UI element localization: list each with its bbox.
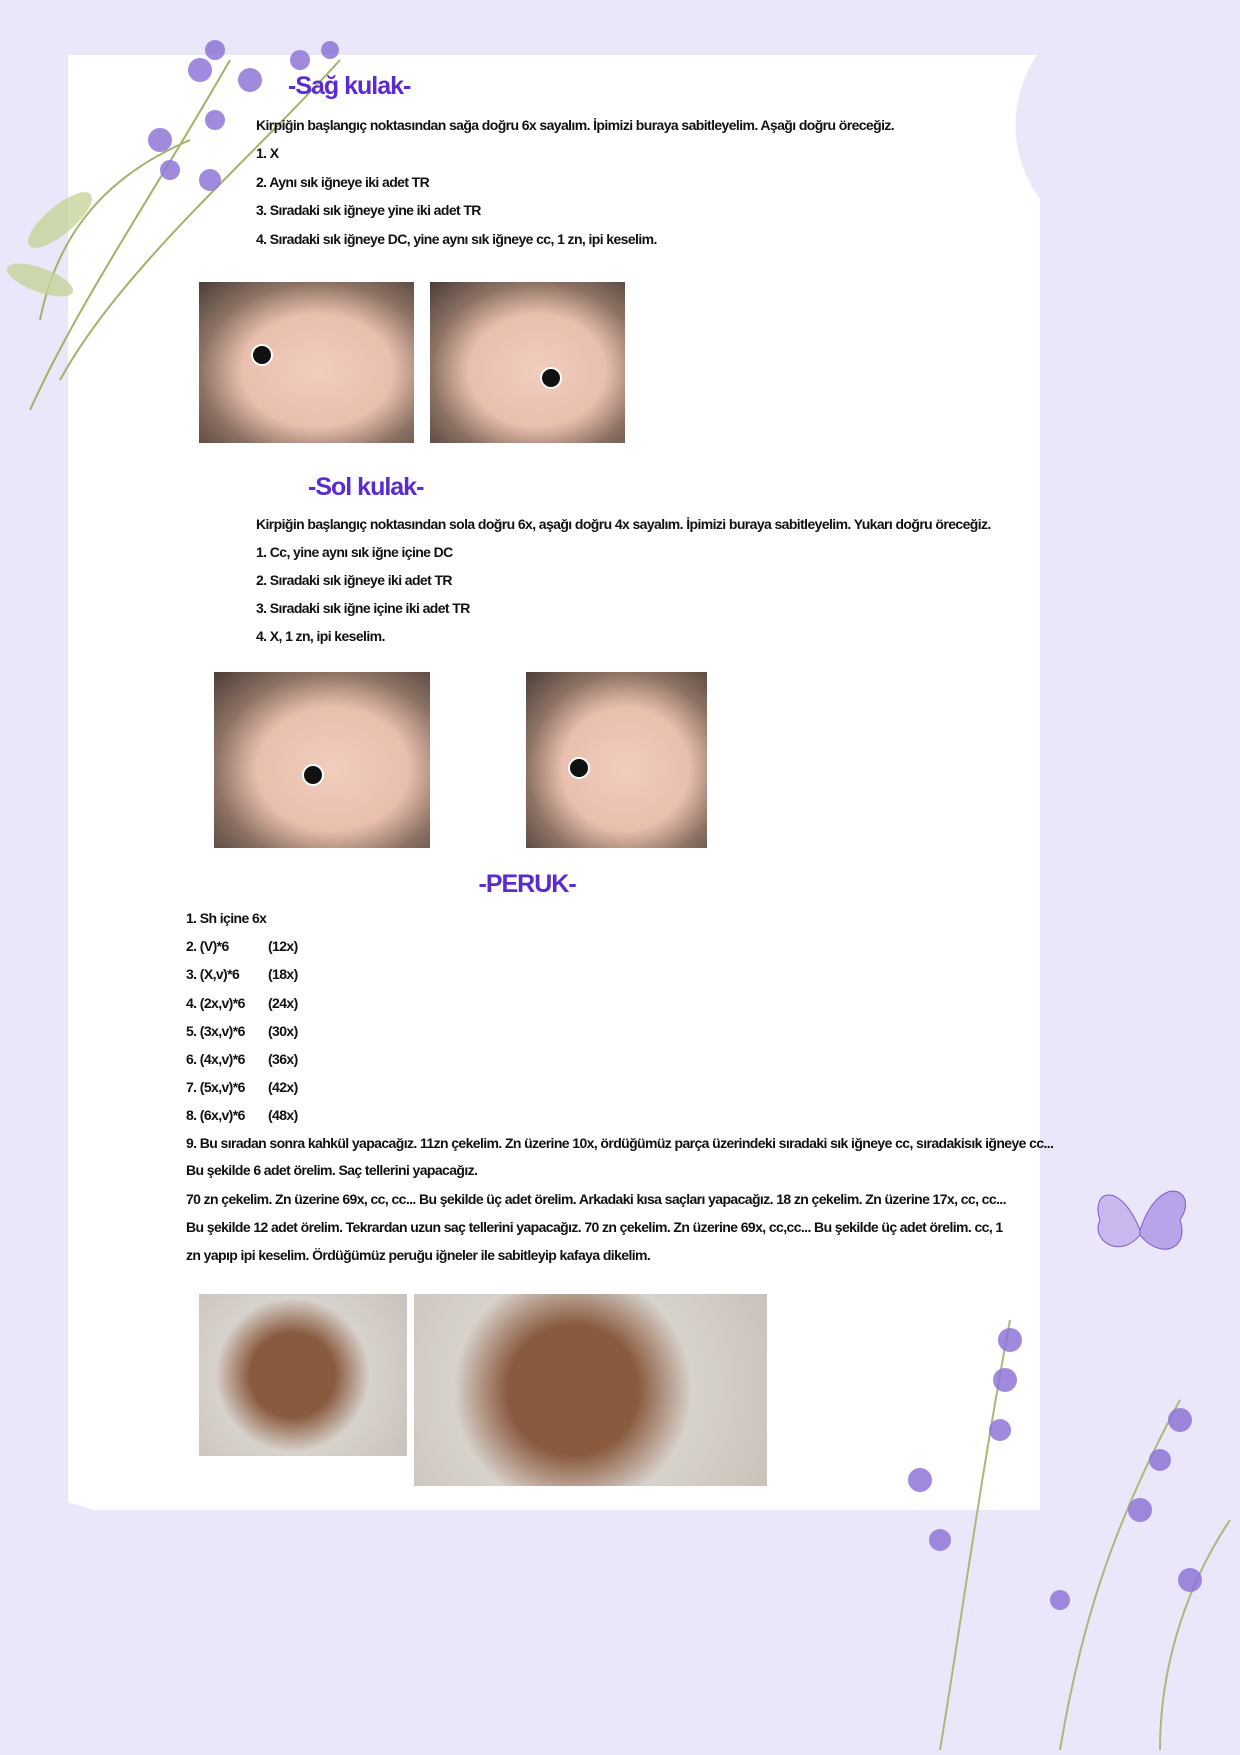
instruction-line: 2. Sıradaki sık iğneye iki adet TR <box>256 572 452 588</box>
paragraph-line: zn yapıp ipi keselim. Ördüğümüz peruğu iğneler ile sabitleyip kafaya dikelim. <box>186 1247 651 1263</box>
section-title-left-ear: -Sol kulak- <box>308 473 424 501</box>
photo-doll-head <box>430 282 625 443</box>
photo-doll-head <box>214 672 430 848</box>
wig-row-step: 3. (X,v)*6 <box>186 966 240 983</box>
wig-row-count: (30x) <box>268 1022 298 1039</box>
photo-doll-head <box>526 672 707 848</box>
instruction-line: 2. Aynı sık iğneye iki adet TR <box>256 174 430 190</box>
paragraph-line: 9. Bu sıradan sonra kahkül yapacağız. 11zn çekelim. Zn üzerine 10x, ördüğümüz parça üzerindeki sıradaki sık iğneye cc, sıradakisık iğneye cc... <box>186 1135 1054 1151</box>
instruction-line: Kirpiğin başlangıç noktasından sağa doğru 6x sayalım. İpimizi buraya sabitleyelim. Aşağı doğru öreceğiz. <box>256 117 895 133</box>
wig-row-step: 4. (2x,v)*6 <box>186 994 245 1011</box>
instruction-line: 1. X <box>256 145 279 161</box>
section-title-right-ear: -Sağ kulak- <box>288 72 411 100</box>
wig-row-count: (36x) <box>268 1051 298 1067</box>
instruction-line: 3. Sıradaki sık iğne içine iki adet TR <box>256 600 470 616</box>
lavender-decoration-icon <box>860 1280 1240 1755</box>
wig-row-step: 2. (V)*6 <box>186 938 229 955</box>
section-title-wig: -PERUK- <box>478 870 576 898</box>
wig-row-count: (18x) <box>268 966 298 983</box>
instruction-line: 3. Sıradaki sık iğneye yine iki adet TR <box>256 202 481 218</box>
paragraph-line: Bu şekilde 6 adet örelim. Saç tellerini yapacağız. <box>186 1162 478 1178</box>
instruction-line: 1. Cc, yine aynı sık iğne içine DC <box>256 544 453 560</box>
photo-wig-piece <box>199 1294 407 1456</box>
decorative-circle <box>0 1500 180 1755</box>
instruction-line: 4. X, 1 zn, ipi keselim. <box>256 628 385 644</box>
instruction-line: 4. Sıradaki sık iğneye DC, yine aynı sık iğneye cc, 1 zn, ipi keselim. <box>256 231 657 247</box>
photo-wig-piece <box>414 1294 767 1486</box>
photo-doll-head <box>199 282 414 443</box>
wig-row-step: 7. (5x,v)*6 <box>186 1079 245 1096</box>
paragraph-line: Bu şekilde 12 adet örelim. Tekrardan uzun saç tellerini yapacağız. 70 zn çekelim. Zn üzerine 69x, cc,cc... Bu şekilde üç adet örelim. cc, 1 <box>186 1219 1003 1235</box>
wig-row-count: (48x) <box>268 1107 298 1124</box>
wig-row-count: (24x) <box>268 994 298 1011</box>
paragraph-line: 70 zn çekelim. Zn üzerine 69x, cc, cc... Bu şekilde üç adet örelim. Arkadaki kısa saçları yapacağız. 18 zn çekelim. Zn üzerine 17x, cc, cc... <box>186 1191 1006 1207</box>
wig-row-count: (12x) <box>268 938 298 955</box>
wig-row-count: (42x) <box>268 1079 298 1096</box>
wig-row-step: 1. Sh içine 6x <box>186 910 267 926</box>
wig-row-step: 5. (3x,v)*6 <box>186 1022 245 1039</box>
wig-row-step: 8. (6x,v)*6 <box>186 1107 245 1124</box>
instruction-line: Kirpiğin başlangıç noktasından sola doğru 6x, aşağı doğru 4x sayalım. İpimizi buraya sabitleyelim. Yukarı doğru öreceğiz. <box>256 516 991 532</box>
wig-row-step: 6. (4x,v)*6 <box>186 1051 245 1067</box>
